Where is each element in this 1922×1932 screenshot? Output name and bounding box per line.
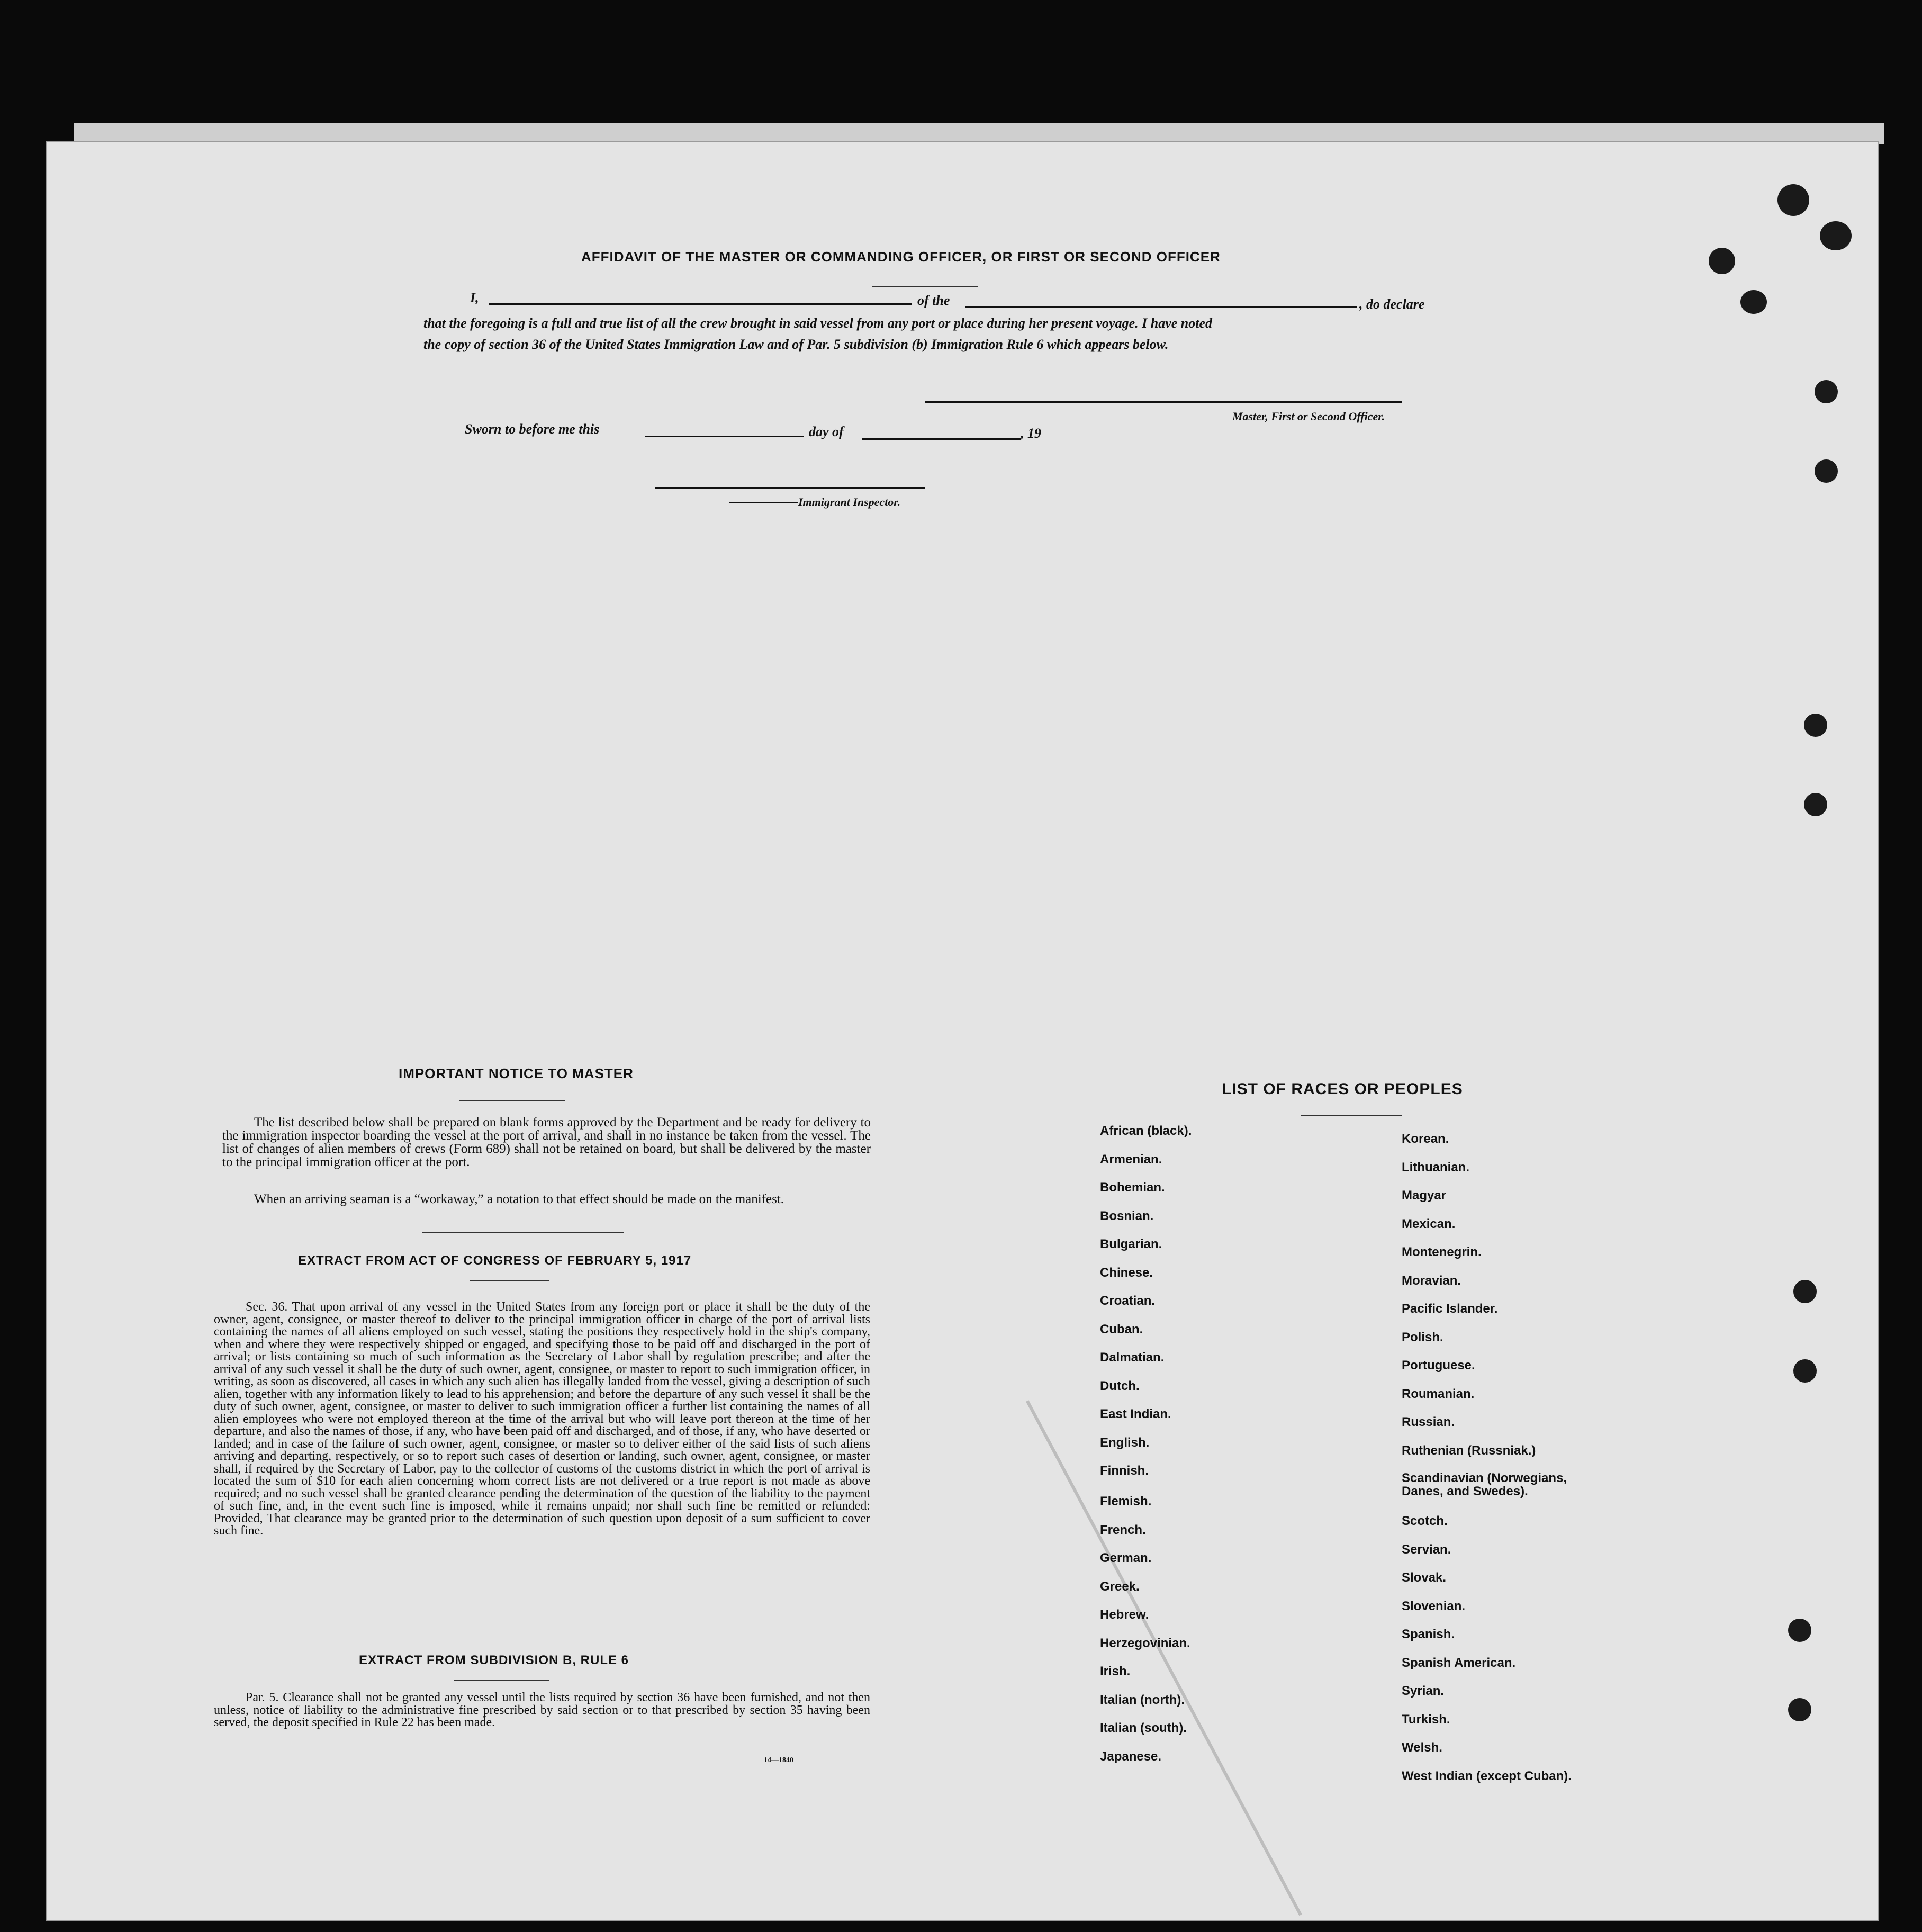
punch-hole <box>1777 184 1809 216</box>
affidavit-i-label: I, <box>470 290 479 305</box>
sworn-month-field[interactable] <box>862 438 1021 440</box>
sworn-label: Sworn to before me this <box>465 421 600 437</box>
race-item: Scandinavian (Norwegians, Danes, and Swedes). <box>1402 1471 1567 1498</box>
race-item: West Indian (except Cuban). <box>1402 1768 1572 1783</box>
form-number: 14—1840 <box>764 1756 793 1764</box>
race-item: Japanese. <box>1100 1749 1162 1764</box>
punch-hole <box>1793 1359 1817 1383</box>
race-item: Dalmatian. <box>1100 1350 1165 1365</box>
year-label: , 19 <box>1021 426 1041 441</box>
race-item: Korean. <box>1402 1132 1449 1146</box>
race-item: Scotch. <box>1402 1514 1448 1528</box>
race-item: Bohemian. <box>1100 1180 1165 1195</box>
race-item: Finnish. <box>1100 1464 1149 1478</box>
punch-hole <box>1804 793 1827 816</box>
punch-hole <box>1815 459 1838 483</box>
signature-field[interactable] <box>925 401 1402 403</box>
notice-title: IMPORTANT NOTICE TO MASTER <box>399 1066 634 1081</box>
race-item: Cuban. <box>1100 1322 1143 1337</box>
races-left-column <box>1100 1124 1192 1777</box>
race-item: Herzegovinian. <box>1100 1636 1190 1650</box>
affidavit-line-2: the copy of section 36 of the United States Immigration Law and of Par. 5 subdivision (b) Immigration Rule 6 which appears below. <box>423 337 1169 352</box>
sworn-day-field[interactable] <box>645 436 804 437</box>
race-item: Armenian. <box>1100 1152 1162 1167</box>
race-item: Dutch. <box>1100 1378 1140 1393</box>
inspector-caption: Immigrant Inspector. <box>798 495 901 509</box>
punch-hole <box>1815 380 1838 403</box>
race-item: Russian. <box>1402 1415 1455 1429</box>
inspector-signature-field[interactable] <box>655 487 925 489</box>
race-item: Bulgarian. <box>1100 1237 1162 1251</box>
race-item: Magyar <box>1402 1188 1447 1203</box>
race-item: Spanish American. <box>1402 1655 1516 1670</box>
extract-act-text: Sec. 36. That upon arrival of any vessel in the United States from any foreign port or place it shall be the duty of the owner, agent, consignee, or master thereof to deliver to the principal immigration officer in charge of the port of arrival lists containing the names of all aliens employed on such vessel, stating the positions they respectively hold in the ship's company, when and where they were respectively shipped or engaged, and specifying those to be paid off and discharged in the port of arrival; or lists containing so much of such information as the Secretary of Labor shall by regulation prescribe; and after the arrival of any such vessel it shall be the duty of such owner, agent, consignee, or master to report to such immigration officer, in writing, as soon as discovered, all cases in which any such alien has illegally landed from the vessel, giving a description of such alien, together with any information likely to lead to his apprehension; and before the departure of any such vessel it shall be the duty of such owner, agent, consignee, or master to deliver to such immigration officer a further list containing the names of all alien employees who were not employed thereon at the time of the arrival but who will leave port thereon at the time of her departure, and also the names of those, if any, who have been paid off and discharged, and of those, if any, who have deserted or landed; and in case of the failure of such owner, agent, consignee, or master so to deliver either of the said lists of such aliens arriving and departing, respectively, or so to report such cases of desertion or landing, such owner, agent, consignee, or master shall, if required by the Secretary of Labor, pay to the collector of customs of the customs district in which the port of arrival is located the sum of $10 for each alien concerning whom correct lists are not delivered or a true report is not made as above required; and no such vessel shall be granted clearance pending the determination of the question of the liability to the payment of such fine, and, in the event such fine is imposed, while it remains unpaid; nor shall such fine be remitted or refunded: Provided, That clearance may be granted prior to the determination of such question upon deposit of a sum sufficient to cover such fine. <box>214 1300 870 1538</box>
race-item: Syrian. <box>1402 1684 1445 1698</box>
name-field[interactable] <box>489 303 912 305</box>
punch-hole <box>1788 1698 1811 1721</box>
race-item: Polish. <box>1402 1330 1443 1344</box>
document-page <box>47 142 1878 1920</box>
race-item: Montenegrin. <box>1402 1245 1482 1259</box>
notice-para-2: When an arriving seaman is a “workaway,” a notation to that effect should be made on the manifest. <box>254 1192 784 1206</box>
race-item: Slovenian. <box>1402 1599 1466 1613</box>
race-item: Slovak. <box>1402 1570 1447 1585</box>
affidavit-declare-label: , do declare <box>1359 296 1425 312</box>
race-item: Moravian. <box>1402 1273 1461 1288</box>
race-item: Mexican. <box>1402 1216 1456 1231</box>
punch-hole <box>1804 714 1827 737</box>
race-item: Irish. <box>1100 1664 1131 1678</box>
vessel-field[interactable] <box>965 306 1357 308</box>
extract-act-title: EXTRACT FROM ACT OF CONGRESS OF FEBRUARY 5, 1917 <box>298 1253 692 1268</box>
race-item: Servian. <box>1402 1542 1451 1557</box>
signature-caption: Master, First or Second Officer. <box>1232 410 1385 423</box>
extract-act-rule <box>470 1280 549 1281</box>
race-item: Ruthenian (Russniak.) <box>1402 1443 1536 1458</box>
race-item: Flemish. <box>1100 1494 1152 1509</box>
race-item: French. <box>1100 1522 1146 1537</box>
affidavit-title: AFFIDAVIT OF THE MASTER OR COMMANDING OFFICER, OR FIRST OR SECOND OFFICER <box>581 249 1221 265</box>
extract-rule-text: Par. 5. Clearance shall not be granted any vessel until the lists required by section 36 have been furnished, and not then unless, notice of liability to the administrative fine prescribed by said section or to that prescribed by section 35 having been served, the deposit specified in Rule 22 has been made. <box>214 1691 870 1729</box>
punch-hole <box>1793 1280 1817 1303</box>
punch-hole <box>1740 290 1767 314</box>
race-item: Welsh. <box>1402 1740 1442 1755</box>
affidavit-line-1: that the foregoing is a full and true list of all the crew brought in said vessel from any port or place during her present voyage. I have noted <box>423 315 1213 331</box>
race-item: Lithuanian. <box>1402 1160 1469 1175</box>
races-rule <box>1301 1115 1402 1116</box>
section-rule <box>422 1232 624 1233</box>
race-item: Croatian. <box>1100 1294 1156 1308</box>
notice-rule <box>459 1100 565 1101</box>
race-item: Turkish. <box>1402 1712 1450 1727</box>
race-item: Hebrew. <box>1100 1608 1149 1622</box>
title-rule <box>872 286 978 287</box>
race-item: African (black). <box>1100 1124 1192 1138</box>
races-title: LIST OF RACES OR PEOPLES <box>1222 1080 1463 1098</box>
race-item: East Indian. <box>1100 1407 1171 1421</box>
race-item: German. <box>1100 1551 1152 1565</box>
inspector-name-field[interactable] <box>729 502 798 503</box>
punch-hole <box>1788 1619 1811 1642</box>
race-item: Pacific Islander. <box>1402 1302 1498 1316</box>
race-item: Chinese. <box>1100 1265 1153 1280</box>
day-of-label: day of <box>809 424 844 439</box>
extract-rule-title: EXTRACT FROM SUBDIVISION B, RULE 6 <box>359 1653 629 1667</box>
races-right-column <box>1402 1132 1624 1797</box>
notice-para-1: The list described below shall be prepared on blank forms approved by the Department and be ready for delivery to the immigration inspector boarding the vessel at the port of arrival, and shall in no instance be taken from the vessel. The list of changes of alien members of crews (Form 689) shall not be retained on board, but shall be delivered by the master to the principal immigration officer at the port. <box>222 1115 871 1169</box>
race-item: Roumanian. <box>1402 1386 1475 1401</box>
race-item: Spanish. <box>1402 1627 1455 1641</box>
race-item: Italian (south). <box>1100 1721 1187 1735</box>
punch-hole <box>1820 221 1852 250</box>
punch-hole <box>1709 248 1735 274</box>
race-item: Italian (north). <box>1100 1692 1185 1707</box>
affidavit-of-the-label: of the <box>917 293 950 308</box>
race-item: Portuguese. <box>1402 1358 1475 1373</box>
race-item: Bosnian. <box>1100 1208 1154 1223</box>
extract-rule-rule <box>454 1680 549 1681</box>
page-edge <box>74 123 1884 144</box>
race-item: English. <box>1100 1435 1150 1450</box>
race-item: Greek. <box>1100 1579 1140 1594</box>
